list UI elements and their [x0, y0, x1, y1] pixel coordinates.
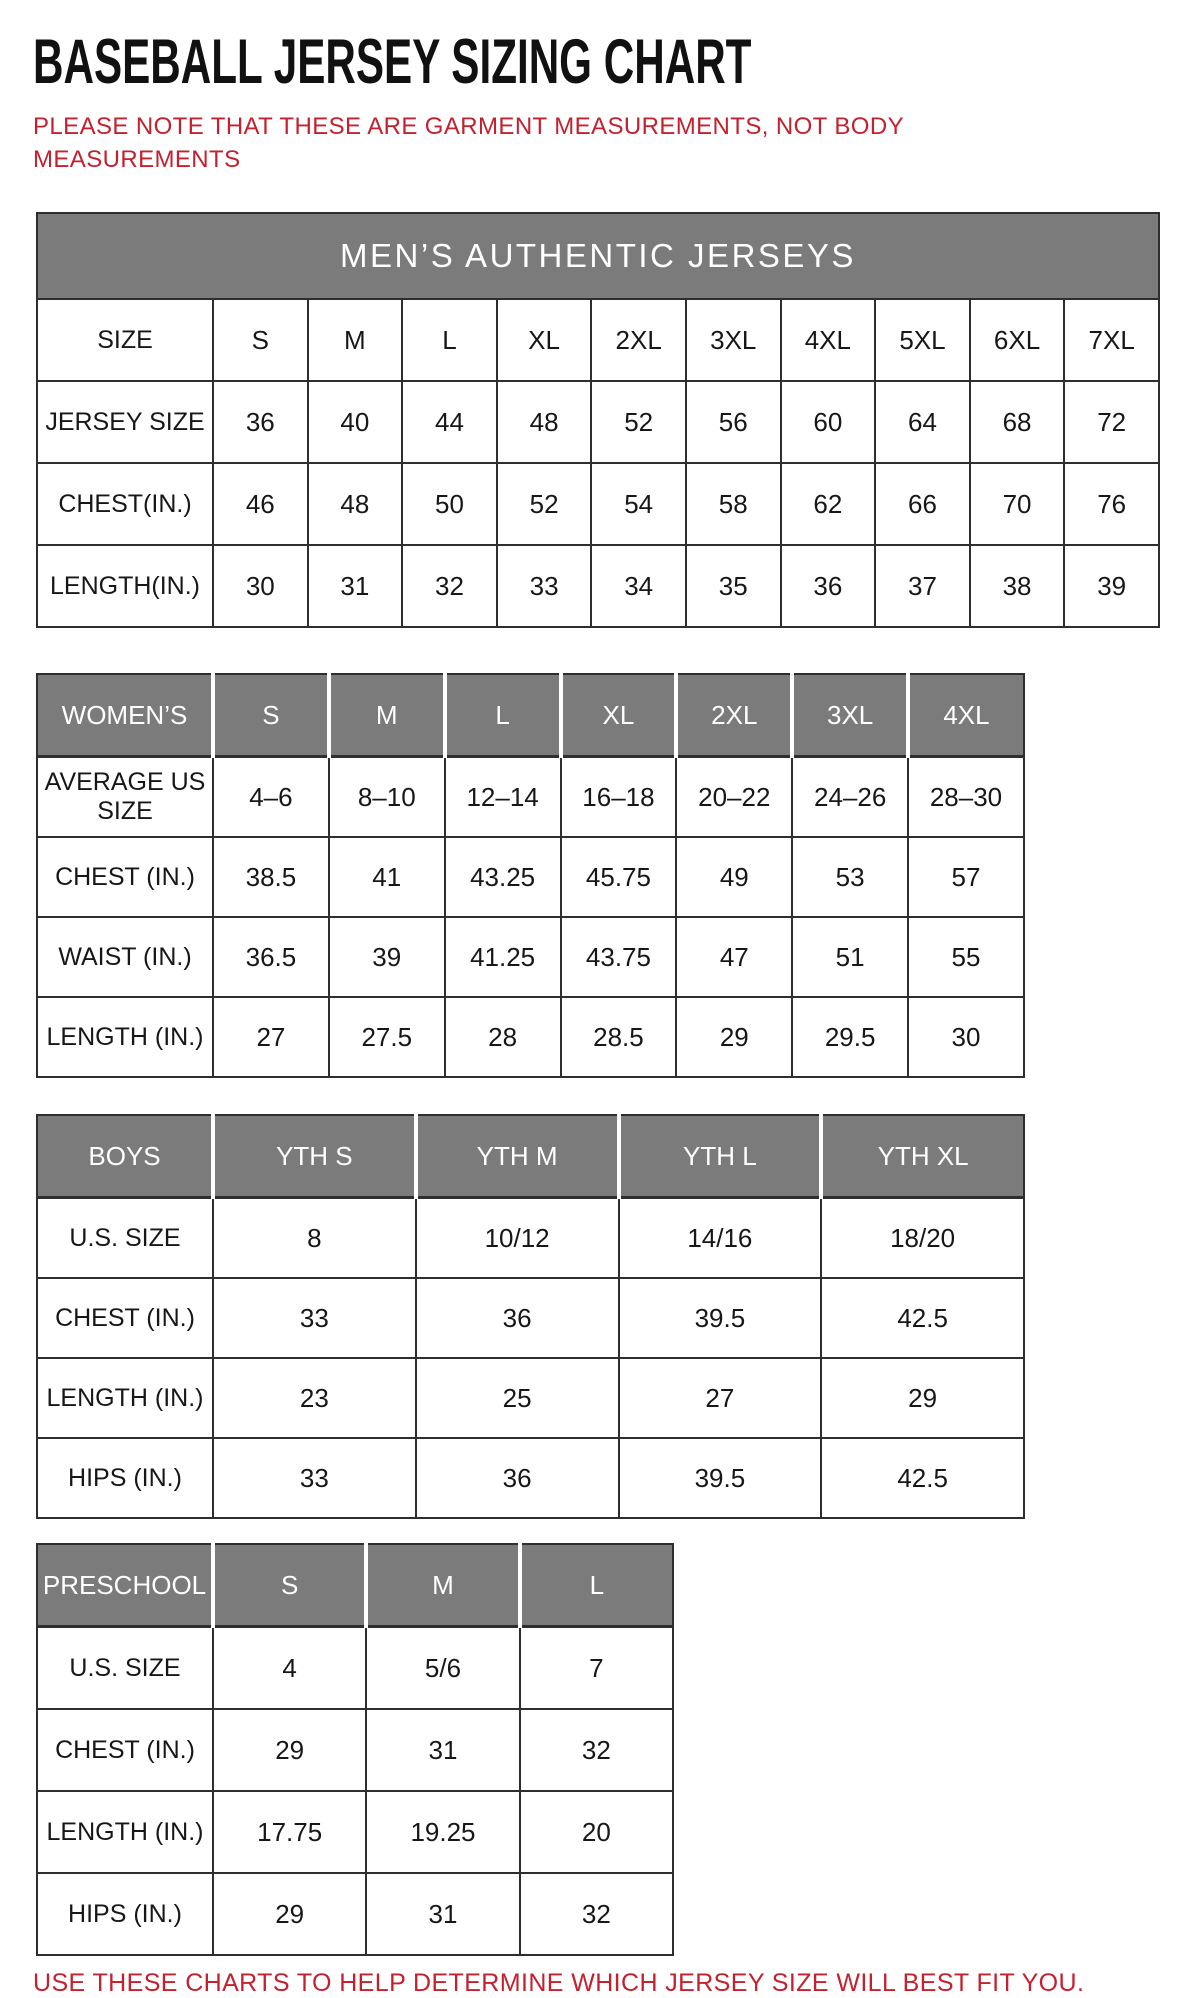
cell: 33 [497, 545, 592, 627]
row-label: HIPS (IN.) [37, 1438, 213, 1518]
size-column-header: 4XL [781, 299, 876, 381]
table-row [37, 463, 1159, 545]
boys-table [36, 1114, 1025, 1519]
cell: 33 [213, 1438, 416, 1518]
cell: 30 [213, 545, 308, 627]
cell: 30 [908, 997, 1024, 1077]
cell: 29 [213, 1873, 366, 1955]
table-title-cell: BOYS [37, 1115, 213, 1198]
cell: 53 [792, 837, 908, 917]
table-row [37, 1627, 673, 1710]
cell: 24–26 [792, 757, 908, 838]
cell: 16–18 [561, 757, 677, 838]
table-row [37, 1198, 1024, 1279]
cell: 29 [676, 997, 792, 1077]
cell: 48 [308, 463, 403, 545]
cell: 20 [520, 1791, 673, 1873]
cell: 43.75 [561, 917, 677, 997]
row-label: AVERAGE US SIZE [37, 757, 213, 838]
cell: 66 [875, 463, 970, 545]
cell: 36 [781, 545, 876, 627]
cell: 36 [416, 1438, 619, 1518]
row-label: WAIST (IN.) [37, 917, 213, 997]
cell: 19.25 [366, 1791, 519, 1873]
cell: 62 [781, 463, 876, 545]
cell: 45.75 [561, 837, 677, 917]
cell: 58 [686, 463, 781, 545]
size-column-header: M [366, 1544, 519, 1627]
row-label: U.S. SIZE [37, 1198, 213, 1279]
cell: 28.5 [561, 997, 677, 1077]
size-column-header: S [213, 299, 308, 381]
cell: 39.5 [619, 1438, 822, 1518]
size-column-header: S [213, 674, 329, 757]
cell: 32 [402, 545, 497, 627]
cell: 39.5 [619, 1278, 822, 1358]
cell: 10/12 [416, 1198, 619, 1279]
row-label: U.S. SIZE [37, 1627, 213, 1710]
cell: 56 [686, 381, 781, 463]
header-row [37, 299, 1159, 381]
cell: 4–6 [213, 757, 329, 838]
header-row [37, 674, 1024, 757]
cell: 8–10 [329, 757, 445, 838]
size-column-header: 6XL [970, 299, 1065, 381]
header-row [37, 1115, 1024, 1198]
table-row [37, 1709, 673, 1791]
size-column-header: 3XL [792, 674, 908, 757]
cell: 14/16 [619, 1198, 822, 1279]
size-column-header: 7XL [1064, 299, 1159, 381]
cell: 52 [497, 463, 592, 545]
measurement-note: PLEASE NOTE THAT THESE ARE GARMENT MEASUREMENTS, NOT BODY MEASUREMENTS [33, 113, 904, 174]
cell: 27 [619, 1358, 822, 1438]
cell: 46 [213, 463, 308, 545]
table-row [37, 1873, 673, 1955]
size-column-header: YTH L [619, 1115, 822, 1198]
row-label: HIPS (IN.) [37, 1873, 213, 1955]
table-row [37, 1438, 1024, 1518]
cell: 5/6 [366, 1627, 519, 1710]
cell: 17.75 [213, 1791, 366, 1873]
cell: 23 [213, 1358, 416, 1438]
page-title-text: BASEBALL JERSEY SIZING CHART [33, 27, 752, 97]
cell: 28 [445, 997, 561, 1077]
row-label: CHEST (IN.) [37, 1709, 213, 1791]
table-row [37, 997, 1024, 1077]
cell: 20–22 [676, 757, 792, 838]
footer-note: USE THESE CHARTS TO HELP DETERMINE WHICH JERSEY SIZE WILL BEST FIT YOU. [33, 1969, 1085, 1998]
cell: 54 [591, 463, 686, 545]
cell: 38.5 [213, 837, 329, 917]
cell: 42.5 [821, 1438, 1024, 1518]
cell: 8 [213, 1198, 416, 1279]
cell: 60 [781, 381, 876, 463]
cell: 57 [908, 837, 1024, 917]
row-label: JERSEY SIZE [37, 381, 213, 463]
size-column-header: YTH XL [821, 1115, 1024, 1198]
row-label: CHEST (IN.) [37, 837, 213, 917]
size-column-header: S [213, 1544, 366, 1627]
size-column-header: L [402, 299, 497, 381]
cell: 36.5 [213, 917, 329, 997]
row-label: CHEST(IN.) [37, 463, 213, 545]
table-row [37, 381, 1159, 463]
cell: 68 [970, 381, 1065, 463]
cell: 39 [1064, 545, 1159, 627]
cell: 32 [520, 1873, 673, 1955]
row-label: LENGTH (IN.) [37, 1791, 213, 1873]
cell: 55 [908, 917, 1024, 997]
cell: 29.5 [792, 997, 908, 1077]
size-column-header: L [445, 674, 561, 757]
table-row [37, 1278, 1024, 1358]
table-row [37, 1791, 673, 1873]
header-row [37, 1544, 673, 1627]
cell: 31 [366, 1709, 519, 1791]
size-column-header: 5XL [875, 299, 970, 381]
size-column-header: XL [561, 674, 677, 757]
table-row [37, 545, 1159, 627]
size-column-header: 2XL [591, 299, 686, 381]
cell: 27.5 [329, 997, 445, 1077]
cell: 42.5 [821, 1278, 1024, 1358]
cell: 38 [970, 545, 1065, 627]
cell: 36 [416, 1278, 619, 1358]
table-row [37, 917, 1024, 997]
table-row [37, 757, 1024, 838]
cell: 29 [213, 1709, 366, 1791]
size-column-header: YTH M [416, 1115, 619, 1198]
cell: 29 [821, 1358, 1024, 1438]
cell: 64 [875, 381, 970, 463]
size-column-header: YTH S [213, 1115, 416, 1198]
size-column-header: 4XL [908, 674, 1024, 757]
table-row [37, 1358, 1024, 1438]
cell: 28–30 [908, 757, 1024, 838]
cell: 49 [676, 837, 792, 917]
cell: 70 [970, 463, 1065, 545]
size-column-header: M [308, 299, 403, 381]
cell: 48 [497, 381, 592, 463]
size-column-header: 3XL [686, 299, 781, 381]
cell: 51 [792, 917, 908, 997]
cell: 40 [308, 381, 403, 463]
cell: 27 [213, 997, 329, 1077]
row-label: CHEST (IN.) [37, 1278, 213, 1358]
cell: 47 [676, 917, 792, 997]
mens-authentic-jerseys-table [36, 212, 1160, 628]
row-label: LENGTH (IN.) [37, 997, 213, 1077]
size-column-header: XL [497, 299, 592, 381]
cell: 7 [520, 1627, 673, 1710]
cell: 4 [213, 1627, 366, 1710]
size-column-header: 2XL [676, 674, 792, 757]
cell: 76 [1064, 463, 1159, 545]
cell: 25 [416, 1358, 619, 1438]
cell: 37 [875, 545, 970, 627]
cell: 44 [402, 381, 497, 463]
cell: 31 [308, 545, 403, 627]
cell: 32 [520, 1709, 673, 1791]
size-column-header: M [329, 674, 445, 757]
cell: 50 [402, 463, 497, 545]
table-title-cell: WOMEN’S [37, 674, 213, 757]
cell: 72 [1064, 381, 1159, 463]
table-band-header: MEN’S AUTHENTIC JERSEYS [37, 213, 1159, 299]
cell: 41 [329, 837, 445, 917]
cell: 52 [591, 381, 686, 463]
cell: 39 [329, 917, 445, 997]
row-label: SIZE [37, 299, 213, 381]
page-title [33, 24, 1180, 100]
cell: 35 [686, 545, 781, 627]
cell: 18/20 [821, 1198, 1024, 1279]
cell: 31 [366, 1873, 519, 1955]
size-column-header: L [520, 1544, 673, 1627]
row-label: LENGTH (IN.) [37, 1358, 213, 1438]
table-row [37, 837, 1024, 917]
cell: 34 [591, 545, 686, 627]
table-title-cell: PRESCHOOL [37, 1544, 213, 1627]
cell: 33 [213, 1278, 416, 1358]
cell: 12–14 [445, 757, 561, 838]
row-label: LENGTH(IN.) [37, 545, 213, 627]
cell: 41.25 [445, 917, 561, 997]
cell: 36 [213, 381, 308, 463]
preschool-table [36, 1543, 674, 1956]
cell: 43.25 [445, 837, 561, 917]
womens-table [36, 673, 1025, 1078]
